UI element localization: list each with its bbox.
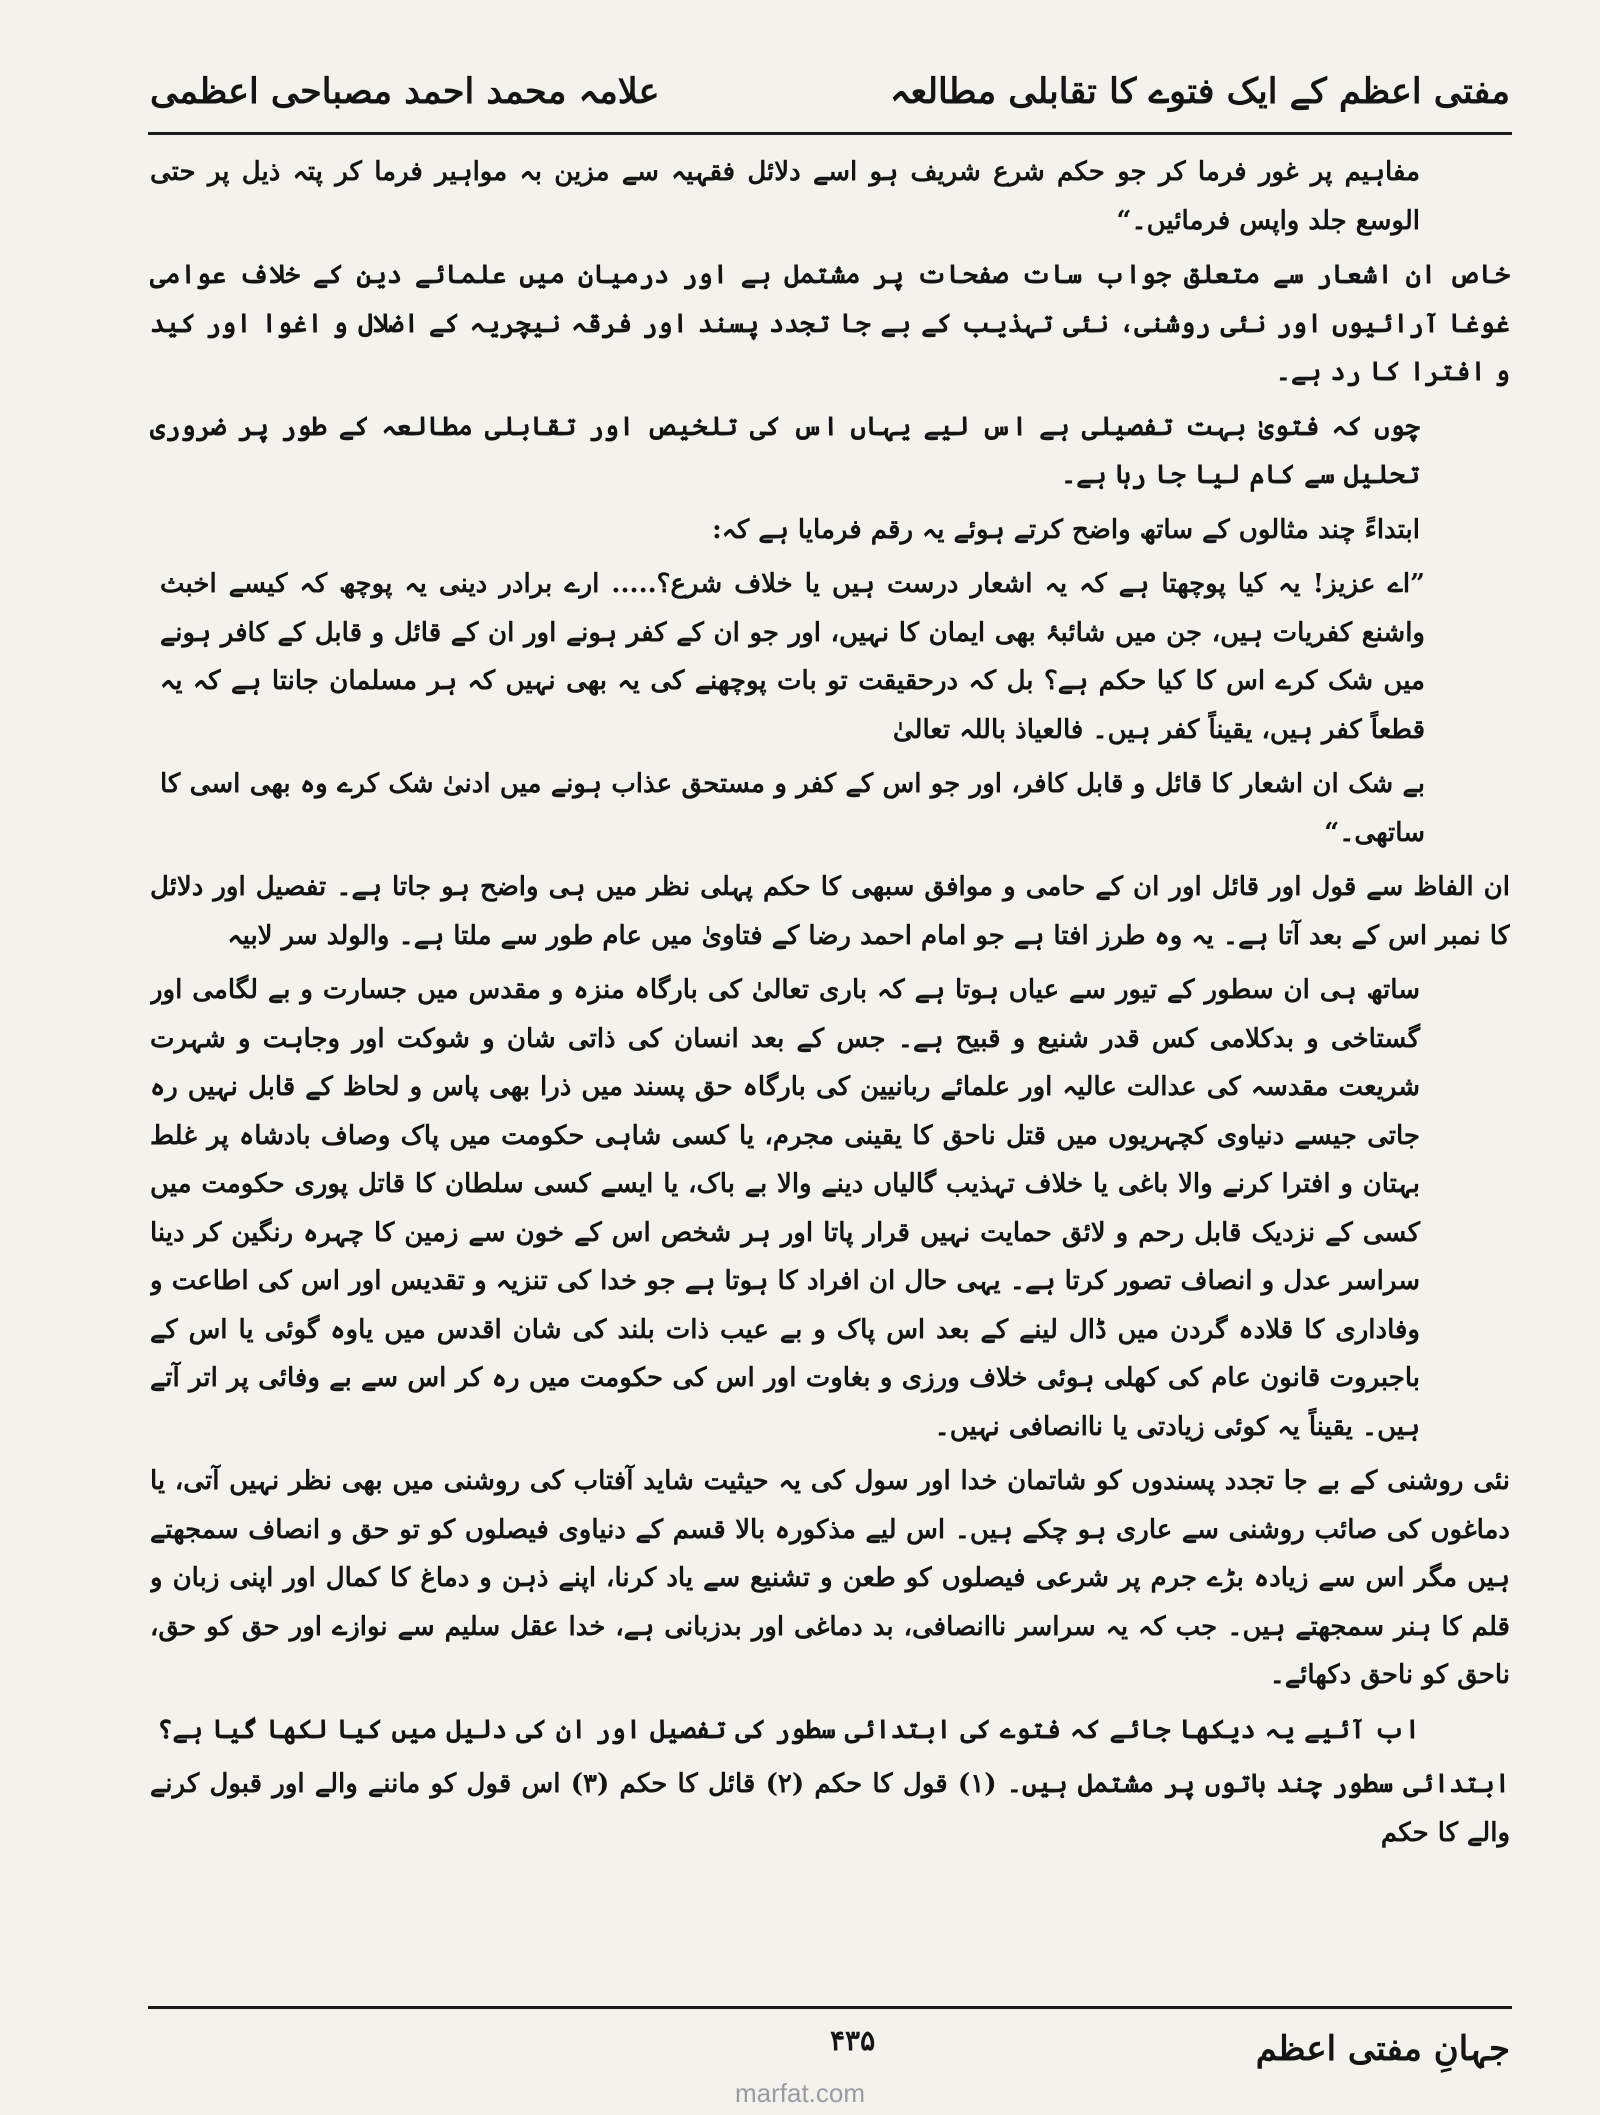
header-rule: [148, 132, 1512, 135]
page-footer: [150, 2020, 1510, 2076]
quoted-paragraph: ”اے عزیز! یہ کیا پوچھتا ہے کہ یہ اشعار درست ہیں یا خلاف شرع؟..... ارے برادر دینی یہ پوچھ کہ کیسے اخبث واشنع کفریات ہیں، جن میں شائبۂ بھی ایمان کا نہیں، اور جو ان کے کفر ہونے اور ان کے قائل و قابل کے کافر ہونے میں شک کرے اس کا کیا حکم ہے؟ بل کہ درحقیقت تو بات پوچھنے کی یہ بھی نہیں کہ ہر مسلمان جانتا ہے کہ یہ قطعاً کفر ہیں، یقیناً کفر ہیں۔ فالعیاذ باللہ تعالیٰ: [160, 569, 1425, 745]
watermark-text: marfat.com: [734, 2078, 866, 2108]
paragraph: ساتھ ہی ان سطور کے تیور سے عیاں ہوتا ہے کہ باری تعالیٰ کی بارگاہ منزہ و مقدس میں جسارت و بے لگامی اور گستاخی و بدکلامی کس قدر شنیع و قبیح ہے۔ جس کے بعد انسان کی ذاتی شان و شوکت اور وجاہت و شہرت شریعت مقدسہ کی عدالت عالیہ اور علمائے ربانیین کی بارگاہ حق پسند میں ذرا بھی پاس و لحاظ کے قابل نہیں رہ جاتی جیسے دنیاوی کچہریوں میں قتل ناحق کا یقینی مجرم، یا کسی شاہی حکومت میں پاک وصاف بادشاہ پر غلط بہتان و افترا کرنے والا باغی یا خلاف تہذیب گالیاں دینے والا بے باک، یا ایسے کسی سلطان کا قاتل پوری حکومت میں کسی کے نزدیک قابل رحم و لائق حمایت نہیں قرار پاتا اور ہر شخص اس کے خون سے زمین کا چہرہ رنگین کر دینا سراسر عدل و انصاف تصور کرتا ہے۔ یہی حال ان افراد کا ہوتا ہے جو خدا کی تنزیہ و تقدیس اور اس کی اطاعت و وفاداری کا قلادہ گردن میں ڈال لینے کے بعد اس پاک و بے عیب ذات بلند کی شان اقدس میں یاوہ گوئی یا اس کے باجبروت قانون عام کی کھلی ہوئی خلاف ورزی و بغاوت اور اس کی حکومت میں رہ کر اس سے بے وفائی پر اتر آتے ہیں۔ یقیناً یہ کوئی زیادتی یا ناانصافی نہیں۔: [150, 975, 1420, 1442]
footer-rule: [148, 2006, 1512, 2009]
paragraph: مفاہیم پر غور فرما کر جو حکم شرع شریف ہو اسے دلائل فقہیہ سے مزین بہ مواہیر فرما کر پتہ ذیل پر حتی الوسع جلد واپس فرمائیں۔“: [150, 157, 1420, 236]
paragraph: ابتداءً چند مثالوں کے ساتھ واضح کرتے ہوئے یہ رقم فرمایا ہے کہ:: [712, 514, 1420, 545]
paragraph: خاص ان اشعار سے متعلق جواب سات صفحات پر مشتمل ہے اور درمیان میں علمائے دین کے خلاف عوامی غوغا آرائیوں اور نئی روشنی، نئی تہذیب کے بے جا تجدد پسند اور فرقہ نیچریہ کے اضلال و اغوا اور کید و افترا کا رد ہے۔: [150, 260, 1510, 387]
paragraph: نئی روشنی کے بے جا تجدد پسندوں کو شاتمان خدا اور سول کی یہ حیثیت شاید آفتاب کی روشنی میں بھی نظر نہیں آتی، یا دماغوں کی صائب روشنی سے عاری ہو چکے ہیں۔ اس لیے مذکورہ بالا قسم کے دنیاوی فیصلوں کو تو حق و انصاف سمجھتے ہیں مگر اس سے زیادہ بڑے جرم پر شرعی فیصلوں کو طعن و تشنیع سے یاد کرنا، اپنے ذہن و دماغ کا کمال اور اپنی زبان و قلم کا ہنر سمجھتے ہیں۔ جب کہ یہ سراسر ناانصافی، بد دماغی اور بدزبانی ہے، خدا عقل سلیم سے نوازے اور حق کو حق، ناحق کو ناحق دکھائے۔: [150, 1466, 1510, 1690]
paragraph: اب آئیے یہ دیکھا جائے کہ فتوے کی ابتدائی سطور کی تفصیل اور ان کی دلیل میں کیا لکھا گیا ہے؟: [157, 1714, 1420, 1745]
page-number: ۴۳۵: [830, 2024, 876, 2057]
author-name: علامہ محمد احمد مصباحی اعظمی: [150, 70, 660, 112]
page-header: [150, 48, 1510, 134]
book-title: مفتی اعظم کے ایک فتوے کا تقابلی مطالعہ: [889, 70, 1510, 112]
quoted-paragraph: بے شک ان اشعار کا قائل و قابل کافر، اور جو اس کے کفر و مستحق عذاب ہونے میں ادنیٰ شک کرے وہ بھی اسی کا ساتھی۔“: [160, 769, 1425, 848]
paragraph: چوں کہ فتویٰ بہت تفصیلی ہے اس لیے یہاں اس کی تلخیص اور تقابلی مطالعہ کے طور پر ضروری تحلیل سے کام لیا جا رہا ہے۔: [150, 411, 1420, 490]
paragraph: ابتدائی سطور چند باتوں پر مشتمل ہیں۔ (۱) قول کا حکم (۲) قائل کا حکم (۳) اس قول کو ماننے والے اور قبول کرنے والے کا حکم: [150, 1769, 1510, 1848]
footer-title: جہانِ مفتی اعظم: [1255, 2028, 1510, 2069]
page-body: [150, 148, 1510, 1993]
paragraph: ان الفاظ سے قول اور قائل اور ان کے حامی و موافق سبھی کا حکم پہلی نظر میں ہی واضح ہو جاتا ہے۔ تفصیل اور دلائل کا نمبر اس کے بعد آتا ہے۔ یہ وہ طرز افتا ہے جو امام احمد رضا کے فتاویٰ میں عام طور سے ملتا ہے۔ والولد سر لابیہ: [150, 872, 1510, 951]
